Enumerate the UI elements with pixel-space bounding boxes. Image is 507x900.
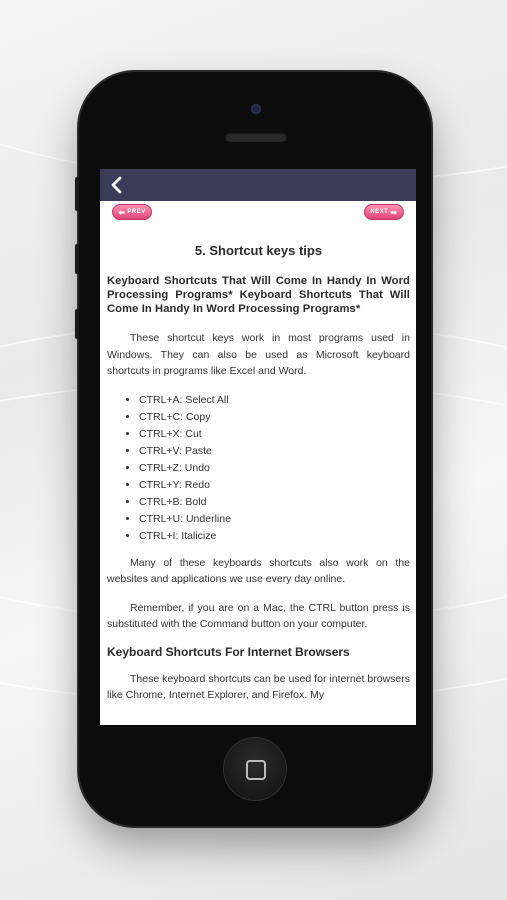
phone-side-button: [75, 244, 79, 274]
app-bar: [100, 169, 416, 201]
list-item: • CTRL+U: Underline: [139, 511, 410, 528]
arrow-left-icon: ⬅: [118, 207, 126, 217]
pager-row: [100, 201, 416, 225]
shortcut-list: [107, 392, 410, 545]
phone-screen: [100, 169, 416, 725]
list-item: • CTRL+C: Copy: [139, 409, 410, 426]
intro-paragraph: These shortcut keys work in most programs used in Windows. They can also be used as Microsoft keyboard shortcuts in programs like Excel and Word.: [107, 332, 410, 377]
section-heading: Keyboard Shortcuts For Internet Browsers: [107, 644, 350, 659]
phone-side-button: [75, 177, 79, 211]
paragraph: These keyboard shortcuts can be used for internet browsers like Chrome, Internet Explorer, and Firefox. My: [107, 672, 410, 701]
paragraph: Remember, if you are on a Mac, the CTRL button press is substituted with the Command button on your computer.: [107, 601, 410, 630]
arrow-right-icon: ➡: [390, 207, 398, 217]
home-button[interactable]: [224, 738, 286, 800]
next-button-label: NEXT: [370, 209, 389, 215]
article-subheading: Keyboard Shortcuts That Will Come In Handy In Word Processing Programs* Keyboard Shortcuts That Will Come In Handy In Word Processing Programs*: [107, 275, 410, 315]
list-item: • CTRL+V: Paste: [139, 443, 410, 460]
home-square-icon: [246, 760, 266, 780]
prev-button[interactable]: [112, 204, 152, 220]
page-title: 5. Shortcut keys tips: [194, 243, 323, 258]
list-item: • CTRL+B: Bold: [139, 494, 410, 511]
list-item: • CTRL+Z: Undo: [139, 460, 410, 477]
list-item: • CTRL+X: Cut: [139, 426, 410, 443]
phone-side-button: [75, 309, 79, 339]
speaker-grille: [225, 132, 287, 142]
paragraph: Many of these keyboards shortcuts also work on the websites and applications we use every day online.: [107, 556, 410, 585]
front-camera: [251, 104, 261, 114]
next-button[interactable]: [364, 204, 404, 220]
chevron-left-icon[interactable]: [109, 176, 127, 194]
phone-frame: [79, 72, 431, 826]
prev-button-label: PREV: [127, 209, 146, 215]
article-content: [100, 243, 416, 704]
list-item: • CTRL+A: Select All: [139, 392, 410, 409]
list-item: • CTRL+Y: Redo: [139, 477, 410, 494]
list-item: • CTRL+I: Italicize: [139, 528, 410, 545]
